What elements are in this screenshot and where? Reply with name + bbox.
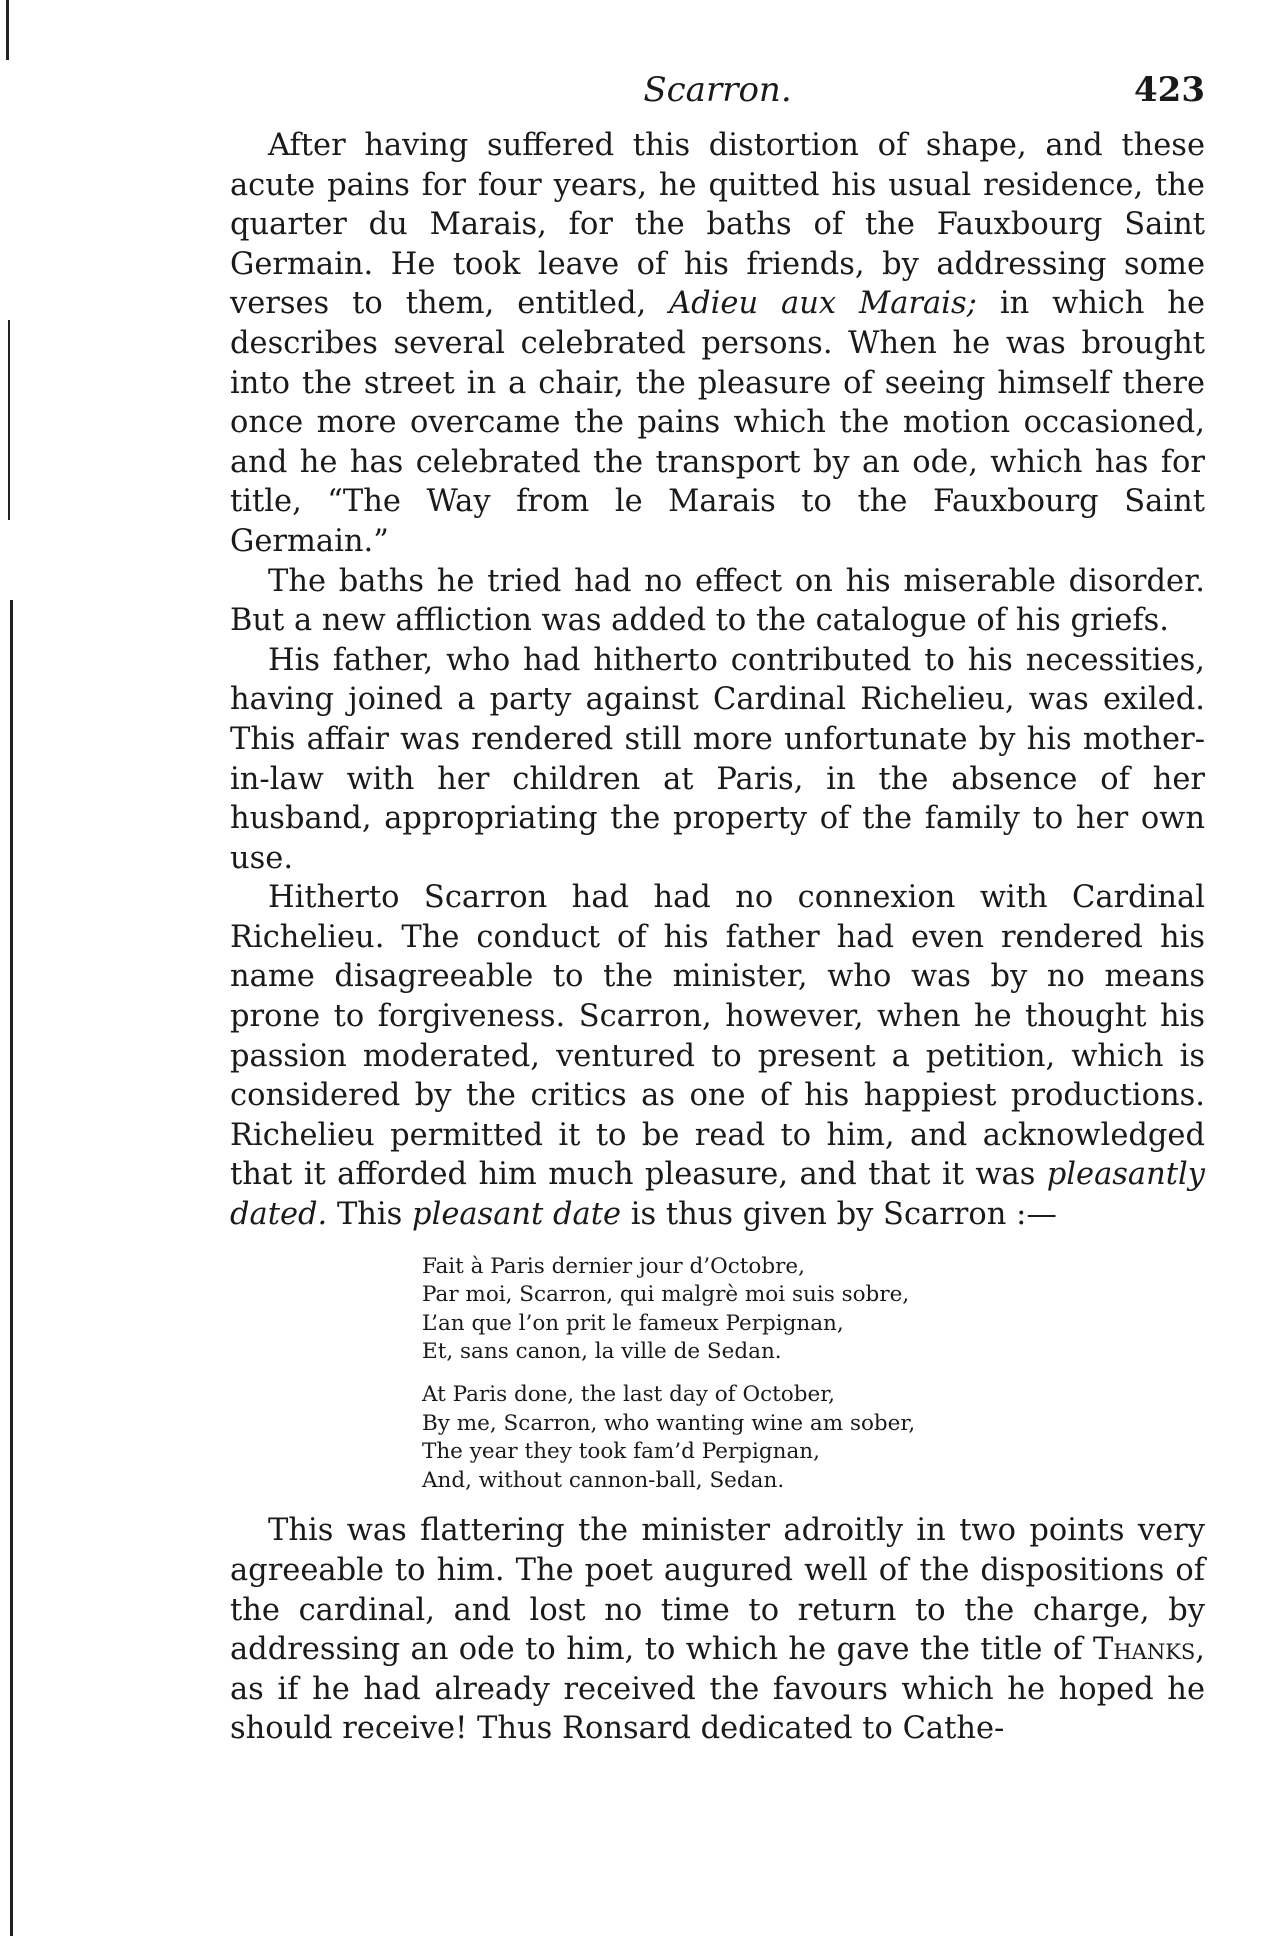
paragraph-5 — [230, 1511, 1205, 1749]
verse-english — [422, 1381, 1205, 1495]
book-page — [230, 70, 1205, 1749]
page-header — [230, 70, 1205, 126]
paragraph-4-text: Hitherto Scarron had had no connexion with Cardinal Richelieu. The conduct of his father had even rendered his name disagreeable to the minister, who was by no means prone to forgiveness. Scarron, however, when he thought his passion moderated, ventured to present a petition, which is considered by the critics as one of his happiest productions. Richelieu permitted it to be read to him, and acknowledged that it afforded him much pleasure, and that it was — [230, 880, 1205, 1193]
paragraph-2: The baths he tried had no effect on his miserable disorder. But a new affliction was added to the catalogue of his griefs. — [230, 563, 1205, 639]
paragraph-4 — [230, 878, 1205, 1234]
paragraph-1 — [230, 126, 1205, 562]
paragraph-4-text-c: is thus given by Scarron :— — [630, 1197, 1057, 1233]
small-caps-thanks: Thanks — [1093, 1632, 1196, 1668]
verse-line: L’an que l’on prit le fameux Perpignan, — [422, 1310, 844, 1336]
verse-line: By me, Scarron, who wanting wine am sober, — [422, 1410, 916, 1436]
page-number: 423 — [1134, 70, 1205, 110]
verse-line: And, without cannon-ball, Sedan. — [422, 1467, 785, 1493]
verse-line: The year they took fam’d Perpignan, — [422, 1439, 820, 1465]
paragraph-1-rest: in which he describes several celebrated persons. When he was brought into the street in a chair, the pleasure of seeing himself there once more overcame the pains which the motion occasioned, and he has celebrated the transport by an ode, which has for title, “The Way from le Marais to the Fauxbourg Saint Germain.” — [230, 286, 1205, 559]
paragraph-5-text: This was flattering the minister adroitly in two points very agreeable to him. The poet augured well of the dispositions of the cardinal, and lost no time to return to the charge, by addressing an ode to him, to which he gave the title of — [230, 1513, 1205, 1668]
verse-block — [422, 1253, 1205, 1496]
paragraph-1-text: After having suffered this distortion of shape, and these acute pains for four years, he quitted his usual residence, the quarter du Marais, for the baths of the Fauxbourg Saint Germain. He took leave of his friends, by addressing some verses to them, entitled, — [230, 128, 1205, 322]
poem-title-adieu: Adieu aux Marais; — [669, 286, 977, 322]
paragraph-3: His father, who had hitherto contributed to his necessities, having joined a party against Cardinal Richelieu, was exiled. This affair was rendered still more unfortunate by his mother-in-law with her children at Paris, in the absence of her husband, appropriating the property of the family to her own use. — [230, 642, 1205, 876]
page-binding-edge — [0, 0, 30, 1936]
paragraph-5-text-b: , as if he had already received the favours which he hoped he should receive! Thus Ronsard dedicated to Cathe- — [230, 1632, 1205, 1747]
verse-line: Par moi, Scarron, qui malgrè moi suis sobre, — [422, 1282, 910, 1308]
verse-line: Fait à Paris dernier jour d’Octobre, — [422, 1253, 805, 1279]
paragraph-4-text-b: This — [336, 1197, 403, 1233]
verse-line: At Paris done, the last day of October, — [422, 1382, 835, 1407]
running-title: Scarron. — [643, 70, 792, 110]
verse-french — [422, 1253, 1205, 1367]
emphasis-pleasant-date: pleasant date — [412, 1197, 622, 1233]
emphasis-pleasantly-dated: pleasantly dated. — [230, 1157, 1205, 1233]
verse-line: Et, sans canon, la ville de Sedan. — [422, 1339, 782, 1365]
